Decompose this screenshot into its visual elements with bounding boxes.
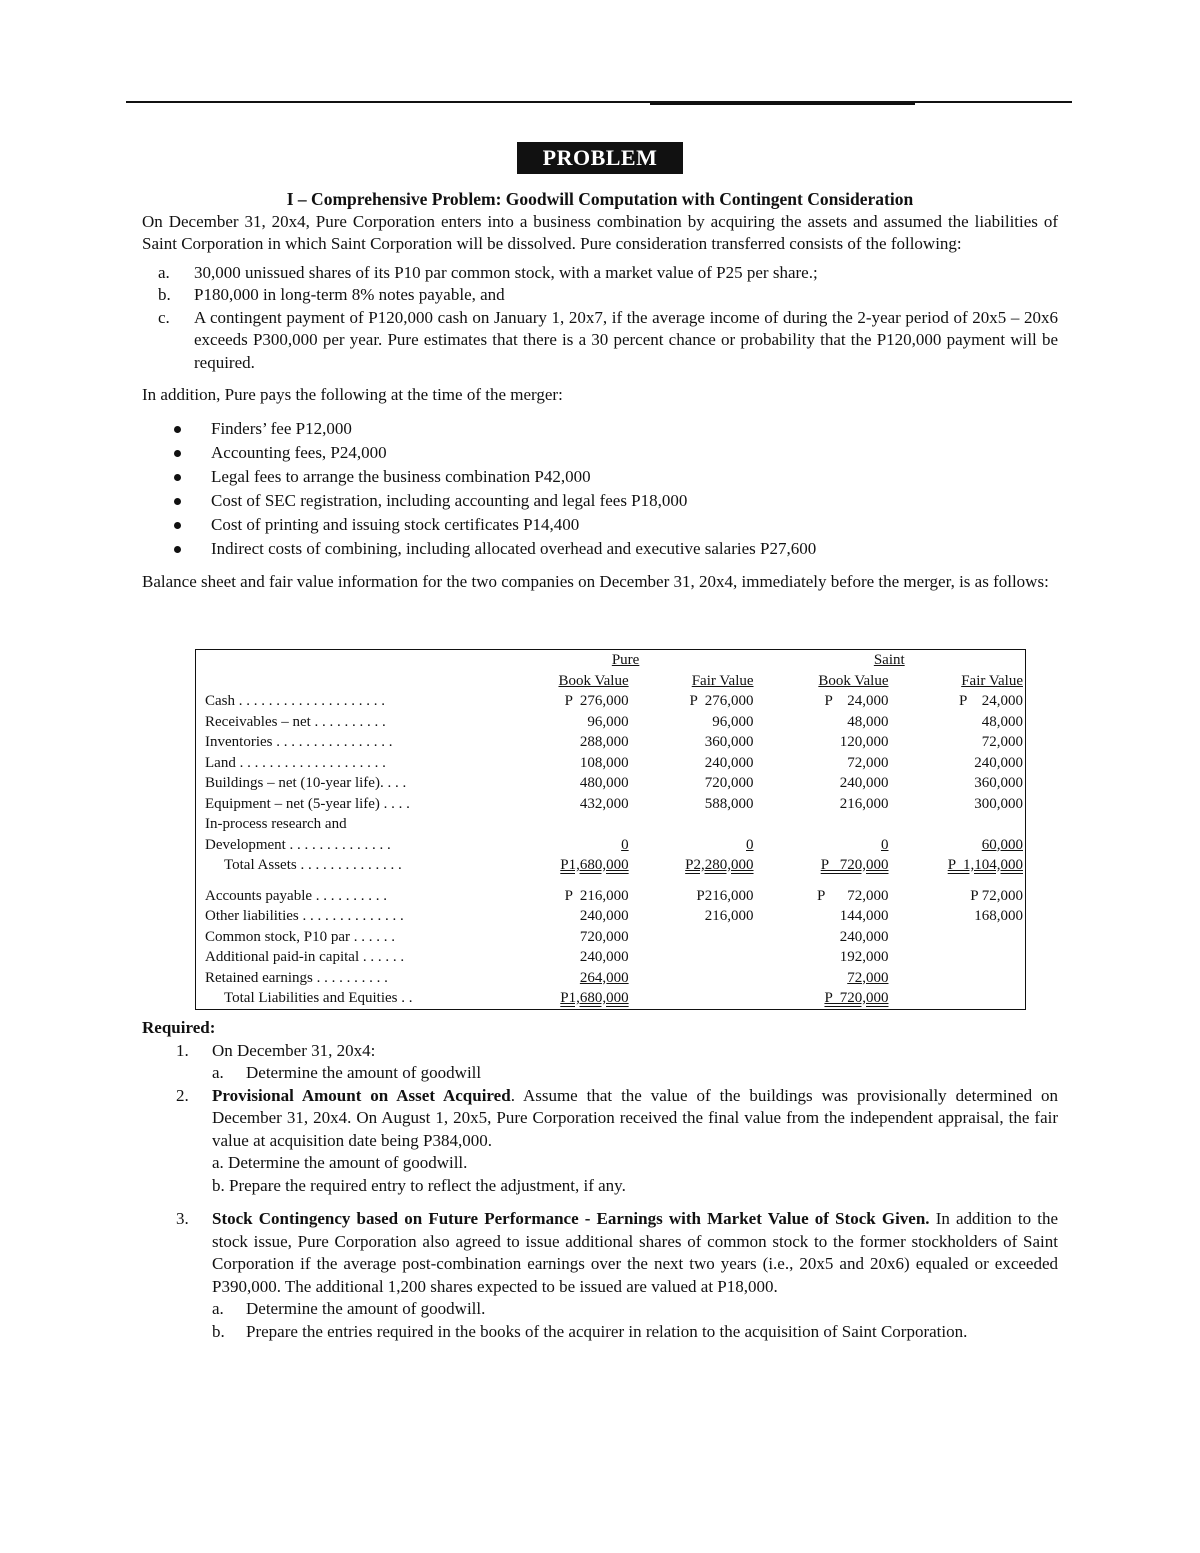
problem-banner: PROBLEM (517, 142, 683, 174)
table-row: Retained earnings . . . . . . . . . . 264,000 72,000 (205, 969, 889, 986)
list-item: a. 30,000 unissued shares of its P10 par common stock, with a market value of P25 per share.; (158, 262, 818, 282)
table-row (196, 671, 1026, 692)
table-row: Accounts payable . . . . . . . . . . P 216,000 P216,000 P 72,000 P 72,000 (205, 887, 1023, 904)
table-row: Total Liabilities and Equities . . P1,680,000 P 720,000 (224, 990, 889, 1006)
addition-intro: In addition, Pure pays the following at the time of the merger: (142, 385, 563, 404)
table-row: Inventories . . . . . . . . . . . . . . . . 288,000 360,000 120,000 72,000 (205, 734, 1023, 750)
bullet-icon (174, 450, 181, 457)
table-row (196, 650, 1026, 671)
balance-intro: Balance sheet and fair value information for the two companies on December 31, 20x4, immediately before the merger, is as follows: (142, 571, 1049, 591)
column-header: Fair Value (691, 672, 754, 689)
table-row: Equipment – net (5-year life) . . . . 432,000 588,000 216,000 300,000 (205, 795, 1023, 812)
bullet-icon (174, 426, 181, 433)
consideration-list (142, 262, 1058, 375)
list-item: Cost of printing and issuing stock certificates P14,400 (142, 513, 1058, 537)
table-row: Development . . . . . . . . . . . . . . 0 0 0 60,000 (205, 836, 1023, 853)
list-item: Finders’ fee P12,000 (142, 417, 1058, 441)
list-item: c. A contingent payment of P120,000 cash on January 1, 20x7, if the average income of during the 2-year period of 20x5 – 20x6 exceeds P300,000 per year. Pure estimates that there is a 30 percent chance or probability that the P120,000 payment will be required. (158, 307, 1058, 372)
table-row: Total Assets . . . . . . . . . . . . . . P1,680,000 P2,280,000 P 720,000 P 1,104,000 (224, 857, 1023, 873)
table-row: In-process research and (205, 816, 347, 832)
table-row: Buildings – net (10-year life). . . . 480,000 720,000 240,000 360,000 (205, 775, 1023, 791)
cost-list (142, 417, 1058, 561)
column-header: Book Value (818, 672, 889, 689)
list-item: Accounting fees, P24,000 (142, 441, 1058, 465)
top-rule (126, 101, 1072, 103)
bullet-icon (174, 474, 181, 481)
question-2: 2. Provisional Amount on Asset Acquired. Assume that the value of the buildings was provisionally determined on December 31, 20x4. On August 1, 20x5, Pure Corporation received the final value from the independent appraisal, the fair value at acquisition date being P384,000. a. Determine the amount of goodwill. b. Prepare the required entry to reflect the adjustment, if any. (176, 1085, 1059, 1195)
table-row: Additional paid-in capital . . . . . . 240,000 192,000 (205, 949, 889, 965)
column-header: Fair Value (961, 672, 1023, 689)
top-rule-accent (650, 102, 915, 105)
problem-body (142, 188, 1058, 593)
table-row: Common stock, P10 par . . . . . . 720,000 240,000 (205, 928, 889, 945)
bullet-icon (174, 498, 181, 505)
list-item: Indirect costs of combining, including allocated overhead and executive salaries P27,600 (142, 537, 1058, 561)
table-row: Cash . . . . . . . . . . . . . . . . . . . . P 276,000 P 276,000 P 24,000 P 24,000 (205, 693, 1023, 709)
bullet-icon (174, 546, 181, 553)
list-item: Cost of SEC registration, including accounting and legal fees P18,000 (142, 489, 1058, 513)
bullet-icon (174, 522, 181, 529)
required-heading: Required: (142, 1018, 216, 1037)
intro-paragraph: On December 31, 20x4, Pure Corporation enters into a business combination by acquiring the assets and assumed the liabilities of Saint Corporation in which Saint Corporation will be dissolved. Pure consideration transferred consists of the following: (142, 211, 1058, 253)
list-item: b. P180,000 in long-term 8% notes payable, and (158, 285, 505, 304)
list-item: Legal fees to arrange the business combination P42,000 (142, 465, 1058, 489)
balance-sheet-table (195, 649, 1026, 1010)
required-section (142, 1017, 1058, 1343)
question-3: 3. Stock Contingency based on Future Performance - Earnings with Market Value of Stock Given. In addition to the stock issue, Pure Corporation also agreed to issue additional shares of common stock to the former stockholders of Saint Corporation if the average post-combination earnings over the next two years (i.e., 20x5 and 20x6) equaled or exceeded P390,000. The additional 1,200 shares expected to be issued are valued at P18,000. a. Determine the amount of goodwill. b. Prepare the entries required in the books of the acquirer in relation to the acquisition of Saint Corporation. (176, 1209, 1058, 1341)
group-header: Pure (611, 652, 640, 668)
column-header: Book Value (558, 672, 629, 689)
group-header: Saint (873, 652, 905, 668)
table-row: Land . . . . . . . . . . . . . . . . . . . . 108,000 240,000 72,000 240,000 (205, 754, 1023, 771)
question-1: 1. On December 31, 20x4: a. Determine the amount of goodwill (176, 1040, 482, 1082)
table-row: Receivables – net . . . . . . . . . . 96,000 96,000 48,000 48,000 (205, 713, 1023, 730)
problem-title: I – Comprehensive Problem: Goodwill Computation with Contingent Consideration (286, 189, 914, 209)
table-row: Other liabilities . . . . . . . . . . . . . . 240,000 216,000 144,000 168,000 (205, 908, 1023, 924)
